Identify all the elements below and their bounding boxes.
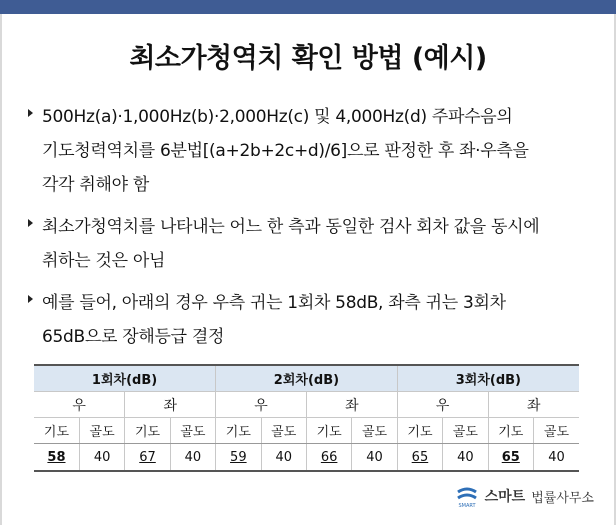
triangle-bullet-icon	[28, 219, 33, 227]
table-cell: 66	[306, 444, 351, 472]
bullet-item	[28, 210, 598, 278]
conduction-header: 골도	[352, 418, 397, 444]
conduction-header: 골도	[261, 418, 306, 444]
conduction-header: 기도	[306, 418, 351, 444]
bullet-line: 예를 들어, 아래의 경우 우측 귀는 1회차 58dB, 좌측 귀는 3회차	[42, 293, 506, 313]
bullet-line: 최소가청역치를 나타내는 어느 한 측과 동일한 검사 회차 값을 동시에	[42, 217, 540, 237]
side-header: 우	[397, 392, 488, 418]
table-row	[34, 444, 579, 472]
table-cell: 65	[488, 444, 533, 472]
conduction-header: 골도	[533, 418, 579, 444]
brand-logo	[455, 484, 594, 508]
conduction-header: 골도	[79, 418, 124, 444]
round-header: 3회차(dB)	[397, 365, 579, 392]
side-header: 좌	[125, 392, 216, 418]
table-cell: 67	[125, 444, 170, 472]
table-header-sides	[34, 392, 579, 418]
conduction-header: 기도	[397, 418, 442, 444]
logo-brand-text: 스마트	[484, 489, 526, 505]
triangle-bullet-icon	[28, 295, 33, 303]
bullet-line: 기도청력역치를 6분법[(a+2b+2c+d)/6]으로 판정한 후 좌·우측을	[42, 141, 529, 161]
smart-logo-icon	[455, 484, 479, 508]
side-header: 좌	[306, 392, 397, 418]
table-cell: 40	[533, 444, 579, 472]
logo-small-text: SMART	[458, 503, 476, 508]
bullet-line: 각각 취해야 함	[42, 175, 149, 195]
conduction-header: 기도	[216, 418, 261, 444]
table-cell: 40	[261, 444, 306, 472]
logo-sub-text: 법률사무소	[531, 490, 594, 506]
table-cell: 58	[34, 444, 79, 472]
top-banner-bar	[0, 0, 616, 14]
bullet-line: 500Hz(a)·1,000Hz(b)·2,000Hz(c) 및 4,000Hz(d) 주파수음의	[42, 107, 513, 127]
round-header: 2회차(dB)	[216, 365, 398, 392]
table-header-conduction	[34, 418, 579, 444]
bullet-item	[28, 100, 598, 202]
side-header: 우	[34, 392, 125, 418]
table-cell: 59	[216, 444, 261, 472]
round-header: 1회차(dB)	[34, 365, 216, 392]
conduction-header: 기도	[488, 418, 533, 444]
table-cell: 40	[352, 444, 397, 472]
conduction-header: 기도	[34, 418, 79, 444]
bullet-line: 취하는 것은 아님	[42, 251, 166, 271]
bullet-list	[28, 100, 598, 362]
conduction-header: 골도	[170, 418, 215, 444]
left-border	[0, 14, 2, 525]
side-header: 좌	[488, 392, 579, 418]
table-cell: 40	[170, 444, 215, 472]
hearing-threshold-table	[34, 364, 579, 472]
table-header-rounds	[34, 365, 579, 392]
conduction-header: 기도	[125, 418, 170, 444]
table-cell: 65	[397, 444, 442, 472]
page-title: 최소가청역치 확인 방법 (예시)	[129, 43, 487, 74]
side-header: 우	[216, 392, 307, 418]
bullet-item	[28, 286, 598, 354]
table-cell: 40	[79, 444, 124, 472]
triangle-bullet-icon	[28, 109, 33, 117]
table-cell: 40	[443, 444, 488, 472]
conduction-header: 골도	[443, 418, 488, 444]
bullet-line: 65dB으로 장해등급 결정	[42, 327, 225, 347]
